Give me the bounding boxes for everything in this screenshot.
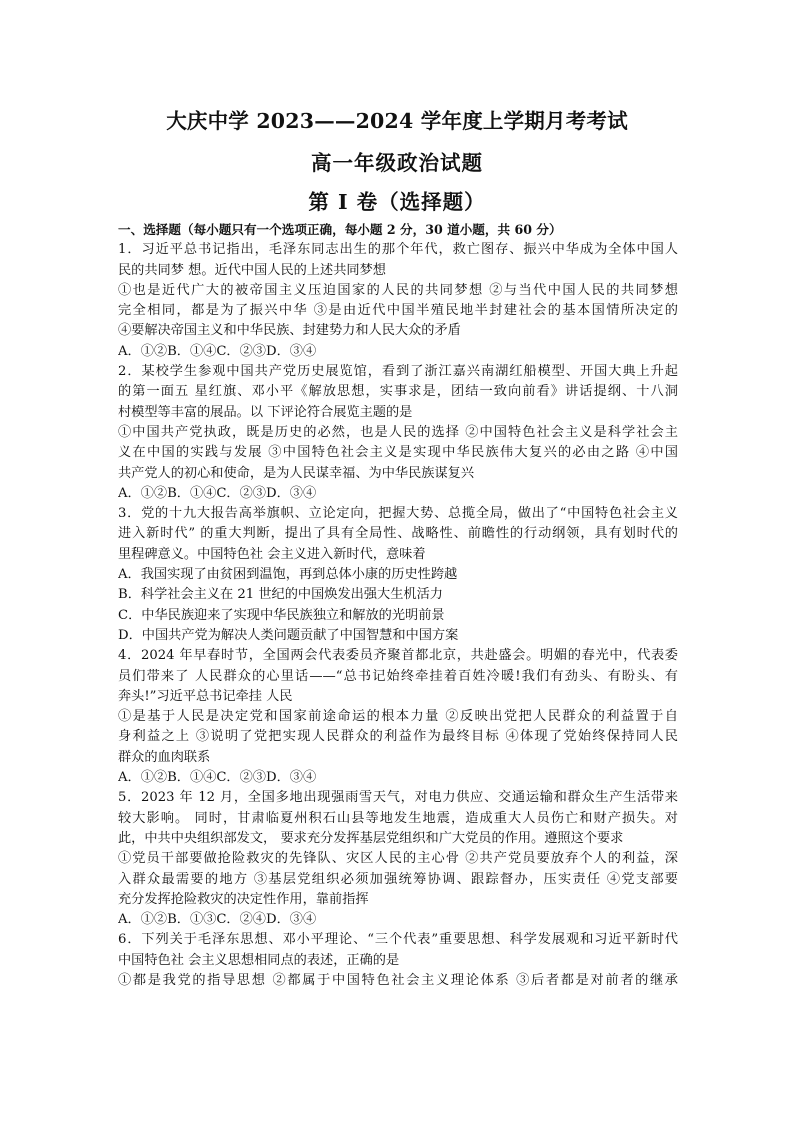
text-line: ④要解决帝国主义和中华民族、封建势力和人民大众的矛盾 bbox=[118, 323, 461, 339]
volume-title: 第 I 卷（选择题） bbox=[308, 190, 486, 214]
text-line: 4．2024 年早春时节，全国两会代表委员齐聚首都北京，共赴盛会。明媚的春光中，代表委 bbox=[118, 648, 678, 664]
text-line: ①中国共产党执政，既是历史的必然，也是人民的选择 ②中国特色社会主义是科学社会主 bbox=[118, 424, 678, 440]
option-line: B．科学社会主义在 21 世纪的中国焕发出强大生机活力 bbox=[118, 587, 443, 603]
text-line: 身利益之上 ③说明了党把实现人民群众的利益作为最终目标 ④体现了党始终保持同人民 bbox=[118, 729, 678, 745]
answer-options: A．①②B．①④C．②③D．③④ bbox=[118, 485, 317, 501]
text-line: 1．习近平总书记指出，毛泽东同志出生的那个年代，救亡图存、振兴中华成为全体中国人 bbox=[118, 242, 678, 258]
text-line: 里程碑意义。中国特色社 会主义进入新时代，意味着 bbox=[118, 546, 426, 562]
option-line: A．我国实现了由贫困到温饱，再到总体小康的历史性跨越 bbox=[118, 567, 458, 583]
text-line: 2．某校学生参观中国共产党历史展览馆，看到了浙江嘉兴南湖红船模型、开国大典上升起 bbox=[118, 364, 678, 380]
option-line: C．中华民族迎来了实现中华民族独立和解放的光明前景 bbox=[118, 607, 445, 623]
text-line: 群众的血肉联系 bbox=[118, 749, 211, 765]
exam-title: 大庆中学 2023——2024 学年度上学期月考考试 bbox=[166, 109, 628, 133]
text-line: 员们带来了 人民群众的心里话——“总书记始终牵挂着百姓冷暖!我们有劲头、有盼头、有 bbox=[118, 668, 678, 684]
text-line: 奔头!”习近平总书记牵挂 人民 bbox=[118, 688, 293, 704]
text-line: 中国特色社 会主义思想相同点的表述，正确的是 bbox=[118, 952, 400, 968]
text-line: 此，中共中央组织部发文， 要求充分发挥基层党组织和广大党员的作用。遵照这个要求 bbox=[118, 830, 624, 846]
text-line: 的第一面五 星红旗、邓小平《解放思想，实事求是，团结一致向前看》讲话提纲、十八洞 bbox=[118, 384, 678, 400]
section-heading: 一、选择题（每小题只有一个选项正确，每小题 2 分，30 道小题，共 60 分） bbox=[118, 222, 562, 237]
text-line: 较大影响。 同时，甘肃临夏州积石山县等地发生地震，造成重大人员伤亡和财产损失。对 bbox=[118, 810, 678, 826]
subject-title: 高一年级政治试题 bbox=[311, 151, 483, 175]
answer-options: A．①②B．①④C．②③D．③④ bbox=[118, 770, 317, 786]
text-line: ①都是我党的指导思想 ②都属于中国特色社会主义理论体系 ③后者都是对前者的继承 bbox=[118, 972, 678, 988]
answer-options: A．①②B．①③C．②④D．③④ bbox=[118, 912, 317, 928]
text-line: 3．党的十九大报告高举旗帜、立论定向，把握大势、总揽全局，做出了“中国特色社会主义 bbox=[118, 506, 678, 522]
answer-options: A．①②B．①④C．②③D．③④ bbox=[118, 343, 317, 359]
text-line: 义在中国的实践与发展 ③中国特色社会主义是实现中华民族伟大复兴的必由之路 ④中国 bbox=[118, 445, 678, 461]
text-line: 村模型等丰富的展品。以 下评论符合展览主题的是 bbox=[118, 404, 413, 420]
text-line: 进入新时代” 的重大判断，提出了具有全局性、战略性、前瞻性的行动纲领，具有划时代的 bbox=[118, 526, 678, 542]
text-line: ①是基于人民是决定党和国家前途命运的根本力量 ②反映出党把人民群众的利益置于自 bbox=[118, 709, 678, 725]
text-line: 5．2023 年 12 月，全国多地出现强雨雪天气，对电力供应、交通运输和群众生产生活带来 bbox=[118, 790, 678, 806]
text-line: 充分发挥抢险救灾的决定性作用，靠前指挥 bbox=[118, 891, 369, 907]
text-line: 完全相同，都是为了振兴中华 ③是由近代中国半殖民地半封建社会的基本国情所决定的 bbox=[118, 303, 678, 319]
text-line: 入群众最需要的地方 ③基层党组织必须加强统筹协调、跟踪督办，压实责任 ④党支部要 bbox=[118, 871, 678, 887]
option-line: D．中国共产党为解决人类问题贡献了中国智慧和中国方案 bbox=[118, 627, 459, 643]
text-line: ①也是近代广大的被帝国主义压迫国家的人民的共同梦想 ②与当代中国人民的共同梦想 bbox=[118, 282, 678, 298]
text-line: ①党员干部要做抢险救灾的先锋队、灾区人民的主心骨 ②共产党员要放弃个人的利益，深 bbox=[118, 851, 678, 867]
text-line: 共产党人的初心和使命，是为人民谋幸福、为中华民族谋复兴 bbox=[118, 465, 475, 481]
question-body bbox=[118, 220, 678, 991]
text-line: 6．下列关于毛泽东思想、邓小平理论、“三个代表”重要思想、科学发展观和习近平新时代 bbox=[118, 932, 678, 948]
text-line: 民的共同梦 想。近代中国人民的上述共同梦想 bbox=[118, 262, 386, 278]
